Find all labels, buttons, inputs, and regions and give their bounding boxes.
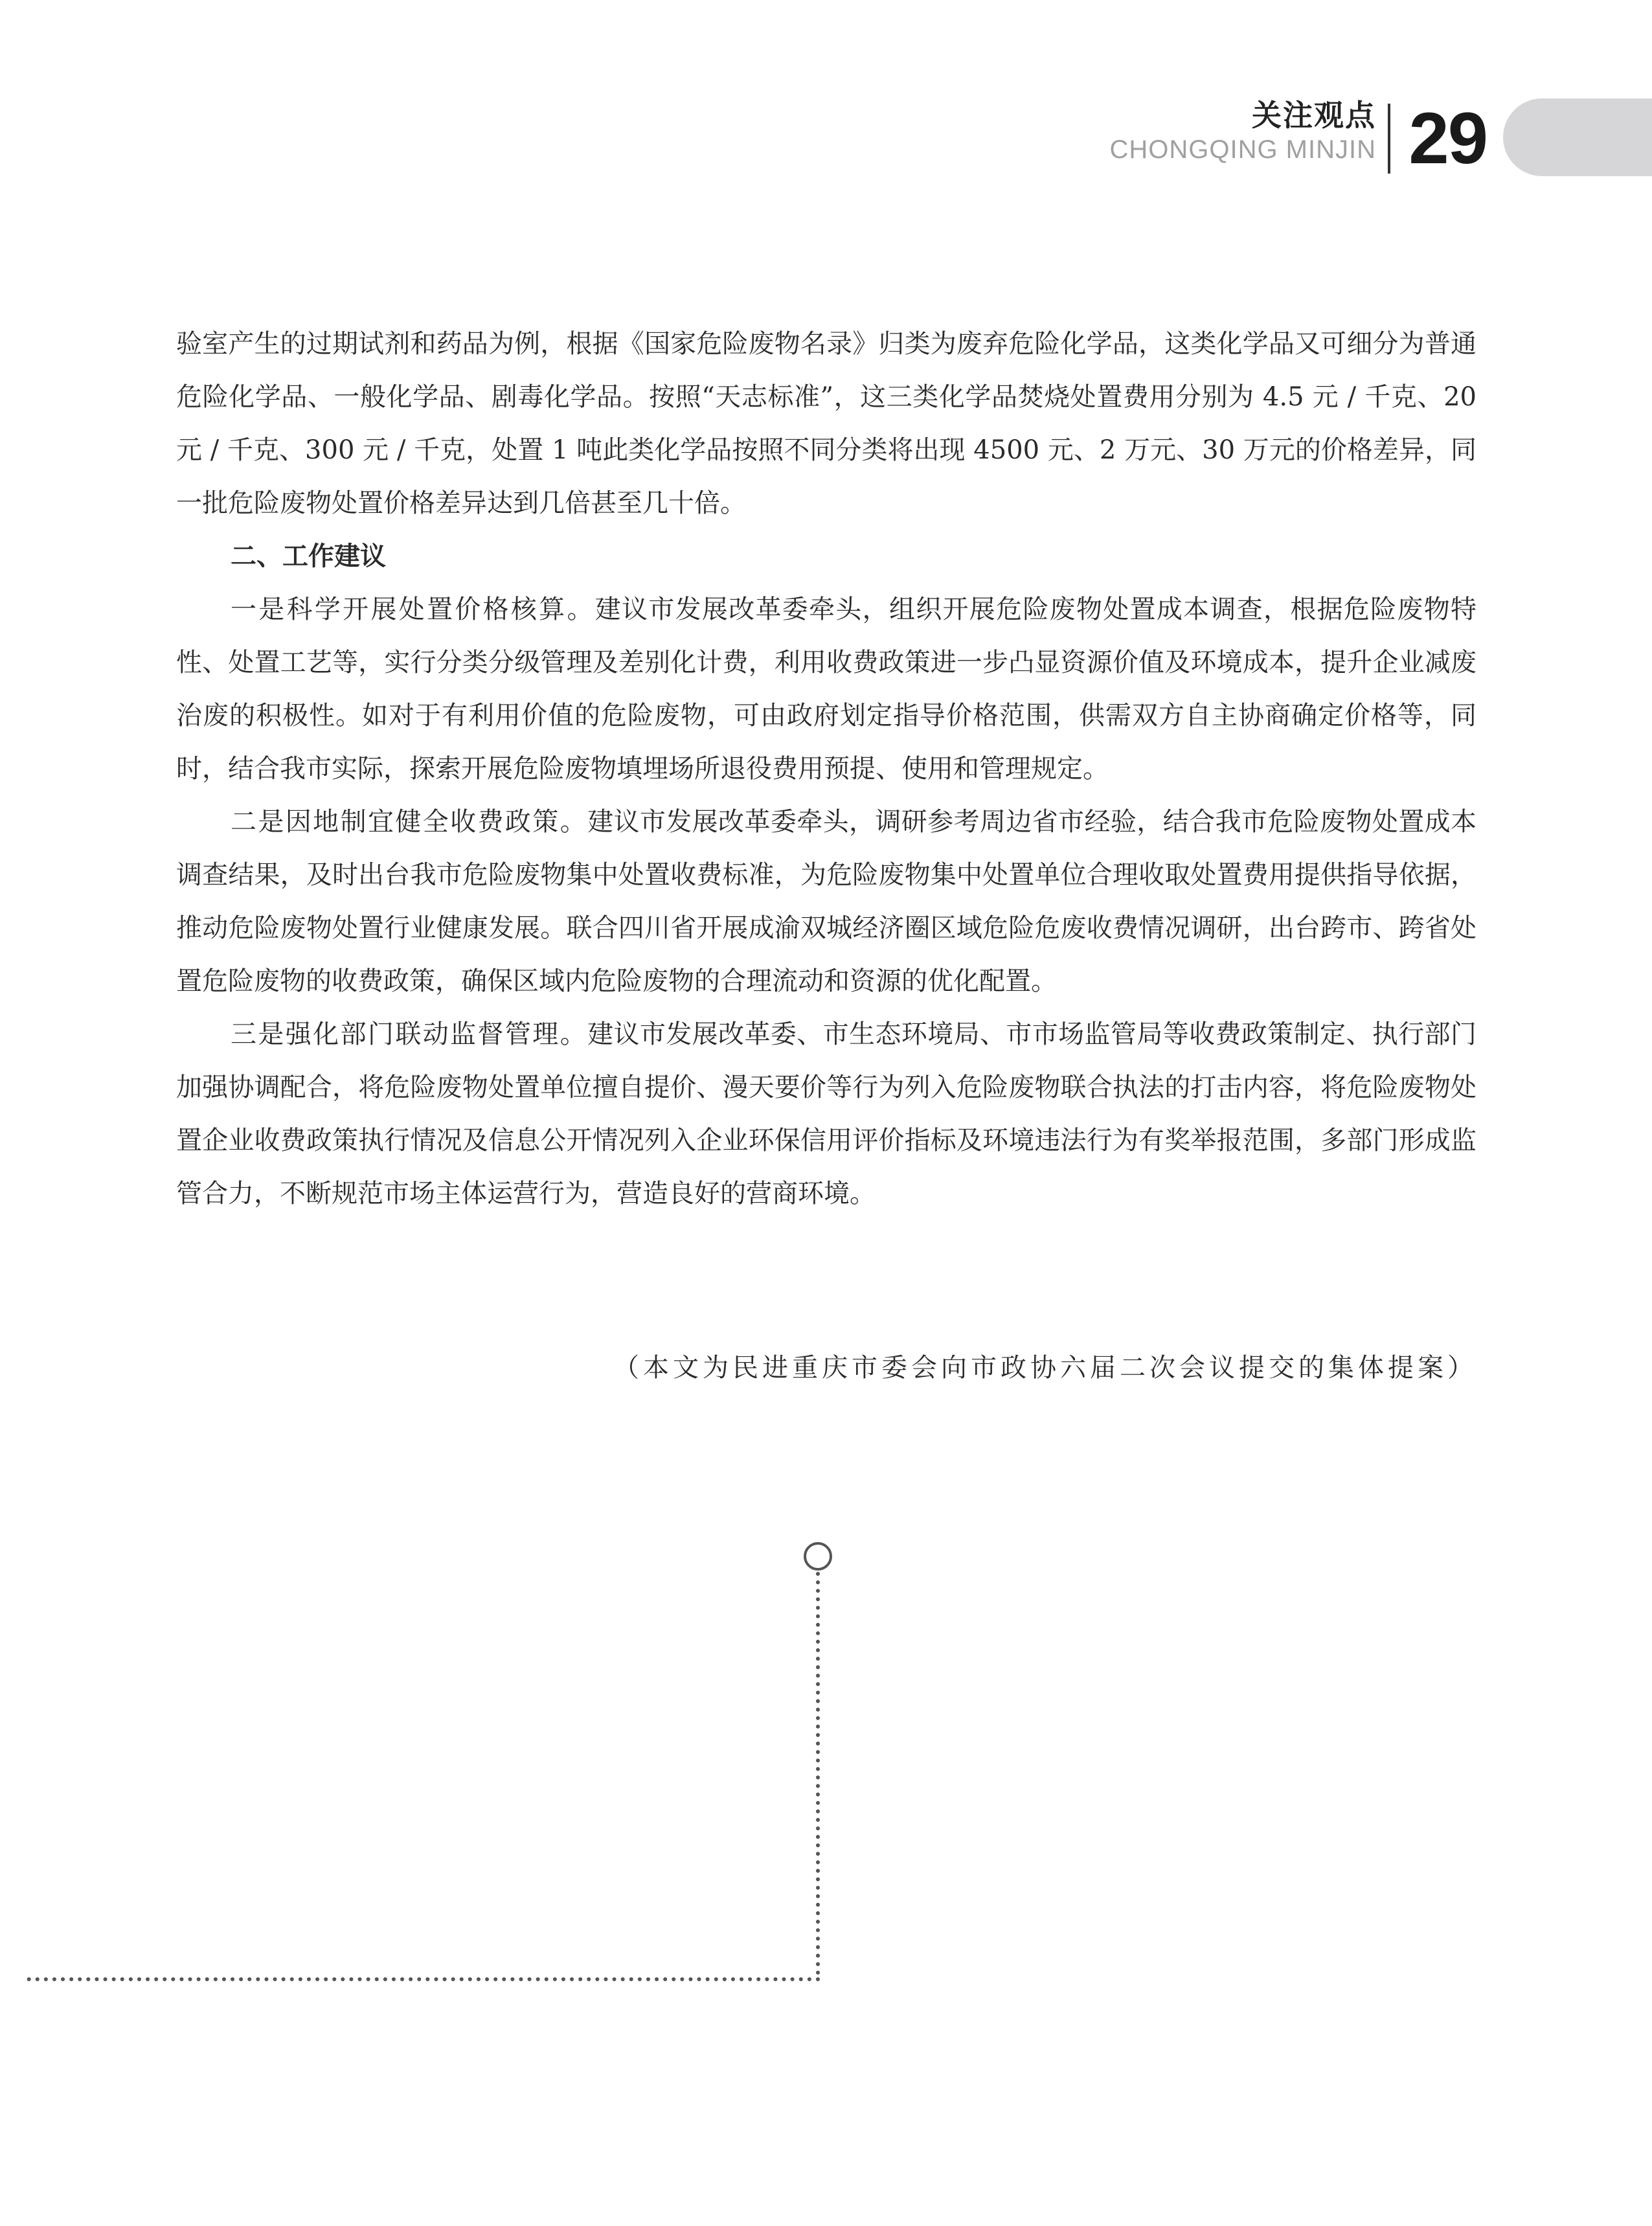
page-number: 29 xyxy=(1409,98,1487,179)
suggestion-1-body: 建议市发展改革委牵头，组织开展危险废物处置成本调查，根据危险废物特性、处置工艺等，实行分类分级管理及差别化计费，利用收费政策进一步凸显资源价值及环境成本，提升企业减废治废的积极性。如对于有利用价值的危险废物，可由政府划定指导价格范围，供需双方自主协商确定价格等，同时，结合我市实际，探索开展危险废物填埋场所退役费用预提、使用和管理规定。 xyxy=(176,595,1477,784)
suggestion-1-lead: 一是科学开展处置价格核算。 xyxy=(231,595,595,624)
section-title: 关注观点 xyxy=(1252,98,1376,133)
suggestion-3-lead: 三是强化部门联动监督管理。 xyxy=(231,1019,588,1049)
suggestion-2-lead: 二是因地制宜健全收费政策。 xyxy=(231,807,588,837)
circle-marker-icon xyxy=(805,1543,831,1569)
suggestion-3-body: 建议市发展改革委、市生态环境局、市市场监管局等收费政策制定、执行部门加强协调配合，将危险废物处置单位擅自提价、漫天要价等行为列入危险废物联合执法的打击内容，将危险废物处置企业收费政策执行情况及信息公开情况列入企业环保信用评价指标及环境违法行为有奖举报范围，多部门形成监管合力，不断规范市场主体运营行为，营造良好的营商环境。 xyxy=(176,1019,1477,1209)
paragraph-intro-continued: 验室产生的过期试剂和药品为例，根据《国家危险废物名录》归类为废弃危险化学品，这类化学品又可细分为普通危险化学品、一般化学品、剧毒化学品。按照“天志标准”，这三类化学品焚烧处置费用分别为 4.5 元 / 千克、20 元 / 千克、300 元 / 千克，处置 1 吨此类化学品按照不同分类将出现 4500 元、2 万元、30 万元的价格差异，同一批危险废物处置价格差异达到几倍甚至几十倍。 xyxy=(176,329,1477,518)
suggestion-2-body: 建议市发展改革委牵头，调研参考周边省市经验，结合我市危险废物处置成本调查结果，及时出台我市危险废物集中处置收费标准，为危险废物集中处置单位合理收取处置费用提供指导依据，推动危险废物处置行业健康发展。联合四川省开展成渝双城经济圈区域危险危废收费情况调研，出台跨市、跨省处置危险废物的收费政策，确保区域内危险废物的合理流动和资源的优化配置。 xyxy=(176,807,1477,996)
source-note: （本文为民进重庆市委会向市政协六届二次会议提交的集体提案） xyxy=(613,1353,1477,1383)
section-heading-text: 二、工作建议 xyxy=(231,541,386,571)
section-subtitle: CHONGQING MINJIN xyxy=(1109,135,1376,164)
